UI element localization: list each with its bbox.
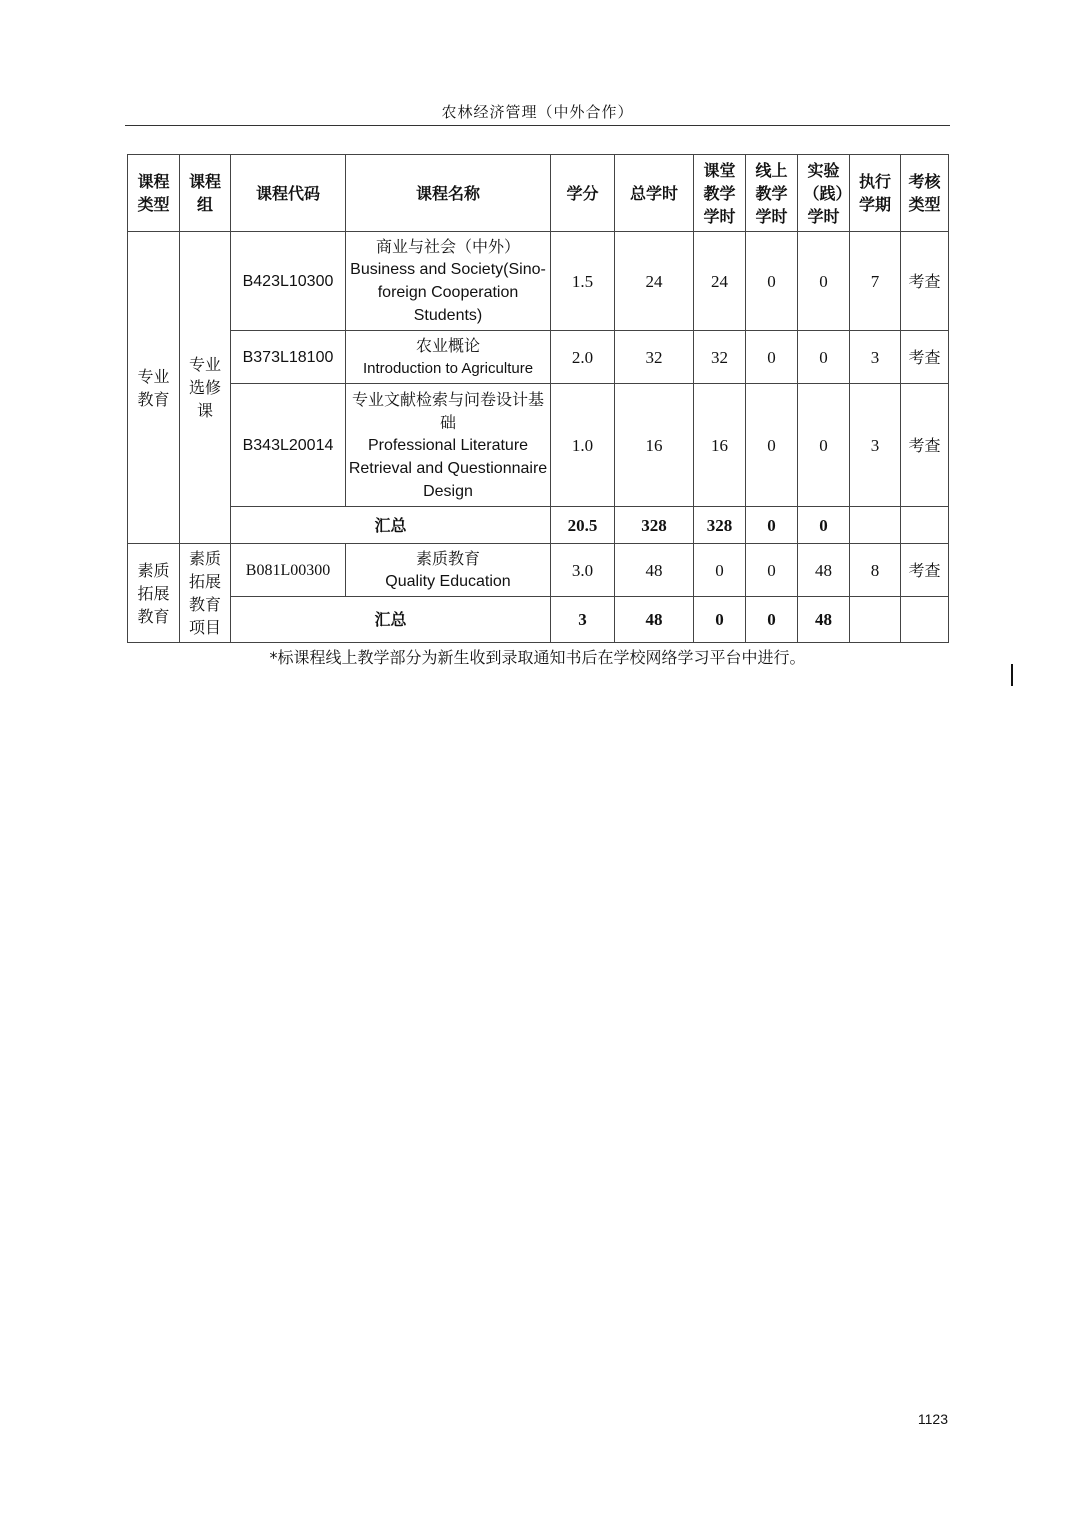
table-row — [128, 232, 949, 331]
course-type-cell: 素质拓展教育 — [128, 544, 180, 643]
header-lab-hours: 实验（践）学时 — [798, 155, 850, 232]
summary-label: 汇总 — [231, 597, 551, 643]
course-name — [346, 544, 551, 597]
summary-semester-empty — [850, 597, 901, 643]
semester: 7 — [850, 232, 901, 331]
header-class-hours: 课堂教学学时 — [694, 155, 746, 232]
lab-hours: 0 — [798, 232, 850, 331]
course-group-cell: 专业选修课 — [180, 232, 231, 544]
course-code: B373L18100 — [231, 331, 346, 384]
class-hours: 0 — [694, 544, 746, 597]
course-type-cell: 专业教育 — [128, 232, 180, 544]
header-online-hours: 线上教学学时 — [746, 155, 798, 232]
course-name-zh: 专业文献检索与问卷设计基础 — [351, 389, 544, 432]
header-credits: 学分 — [551, 155, 615, 232]
total-hours: 48 — [615, 544, 694, 597]
course-name-en: Quality Education — [385, 573, 511, 590]
class-hours: 32 — [694, 331, 746, 384]
summary-online-hours: 0 — [746, 597, 798, 643]
credits: 2.0 — [551, 331, 615, 384]
summary-assessment-empty — [901, 597, 949, 643]
text-cursor — [1011, 664, 1013, 686]
header-assessment: 考核类型 — [901, 155, 949, 232]
total-hours: 16 — [615, 384, 694, 507]
summary-total-hours: 48 — [615, 597, 694, 643]
credits: 1.0 — [551, 384, 615, 507]
table-row — [128, 331, 949, 384]
header-divider — [125, 125, 950, 126]
total-hours: 32 — [615, 331, 694, 384]
course-name-en: Business and Society(Sino-foreign Cooperation Students) — [350, 261, 546, 324]
summary-online-hours: 0 — [746, 507, 798, 544]
course-name — [346, 384, 551, 507]
header-semester: 执行学期 — [850, 155, 901, 232]
online-hours: 0 — [746, 232, 798, 331]
course-code: B343L20014 — [231, 384, 346, 507]
header-name: 课程名称 — [346, 155, 551, 232]
course-name-en: Introduction to Agriculture — [362, 360, 534, 377]
course-name-zh: 商业与社会（中外） — [375, 237, 520, 256]
table-row — [128, 384, 949, 507]
summary-row — [128, 507, 949, 544]
summary-credits: 20.5 — [551, 507, 615, 544]
course-code: B081L00300 — [231, 544, 346, 597]
header-group: 课程组 — [180, 155, 231, 232]
summary-semester-empty — [850, 507, 901, 544]
course-name-zh: 农业概论 — [415, 336, 480, 355]
course-table — [127, 154, 949, 643]
assessment: 考查 — [901, 331, 949, 384]
credits: 1.5 — [551, 232, 615, 331]
table-row — [128, 544, 949, 597]
summary-credits: 3 — [551, 597, 615, 643]
header-total-hours: 总学时 — [615, 155, 694, 232]
credits: 3.0 — [551, 544, 615, 597]
header-type: 课程类型 — [128, 155, 180, 232]
footnote: *标课程线上教学部分为新生收到录取通知书后在学校网络学习平台中进行。 — [269, 648, 806, 667]
summary-lab-hours: 48 — [798, 597, 850, 643]
course-name — [346, 232, 551, 331]
online-hours: 0 — [746, 331, 798, 384]
assessment: 考查 — [901, 384, 949, 507]
semester: 3 — [850, 331, 901, 384]
table-header-row — [128, 155, 949, 232]
summary-class-hours: 0 — [694, 597, 746, 643]
class-hours: 16 — [694, 384, 746, 507]
total-hours: 24 — [615, 232, 694, 331]
summary-assessment-empty — [901, 507, 949, 544]
assessment: 考查 — [901, 232, 949, 331]
summary-row — [128, 597, 949, 643]
header-code: 课程代码 — [231, 155, 346, 232]
course-name-zh: 素质教育 — [415, 549, 480, 568]
course-code: B423L10300 — [231, 232, 346, 331]
summary-total-hours: 328 — [615, 507, 694, 544]
semester: 8 — [850, 544, 901, 597]
online-hours: 0 — [746, 384, 798, 507]
summary-class-hours: 328 — [694, 507, 746, 544]
assessment: 考查 — [901, 544, 949, 597]
page-number: 1123 — [917, 1411, 948, 1427]
course-name — [346, 331, 551, 384]
course-name-en: Professional Literature Retrieval and Questionnaire Design — [348, 436, 548, 500]
online-hours: 0 — [746, 544, 798, 597]
class-hours: 24 — [694, 232, 746, 331]
semester: 3 — [850, 384, 901, 507]
lab-hours: 0 — [798, 384, 850, 507]
lab-hours: 48 — [798, 544, 850, 597]
summary-lab-hours: 0 — [798, 507, 850, 544]
summary-label: 汇总 — [231, 507, 551, 544]
lab-hours: 0 — [798, 331, 850, 384]
course-group-cell: 素质拓展教育项目 — [180, 544, 231, 643]
page-header-title: 农林经济管理（中外合作） — [441, 103, 634, 121]
